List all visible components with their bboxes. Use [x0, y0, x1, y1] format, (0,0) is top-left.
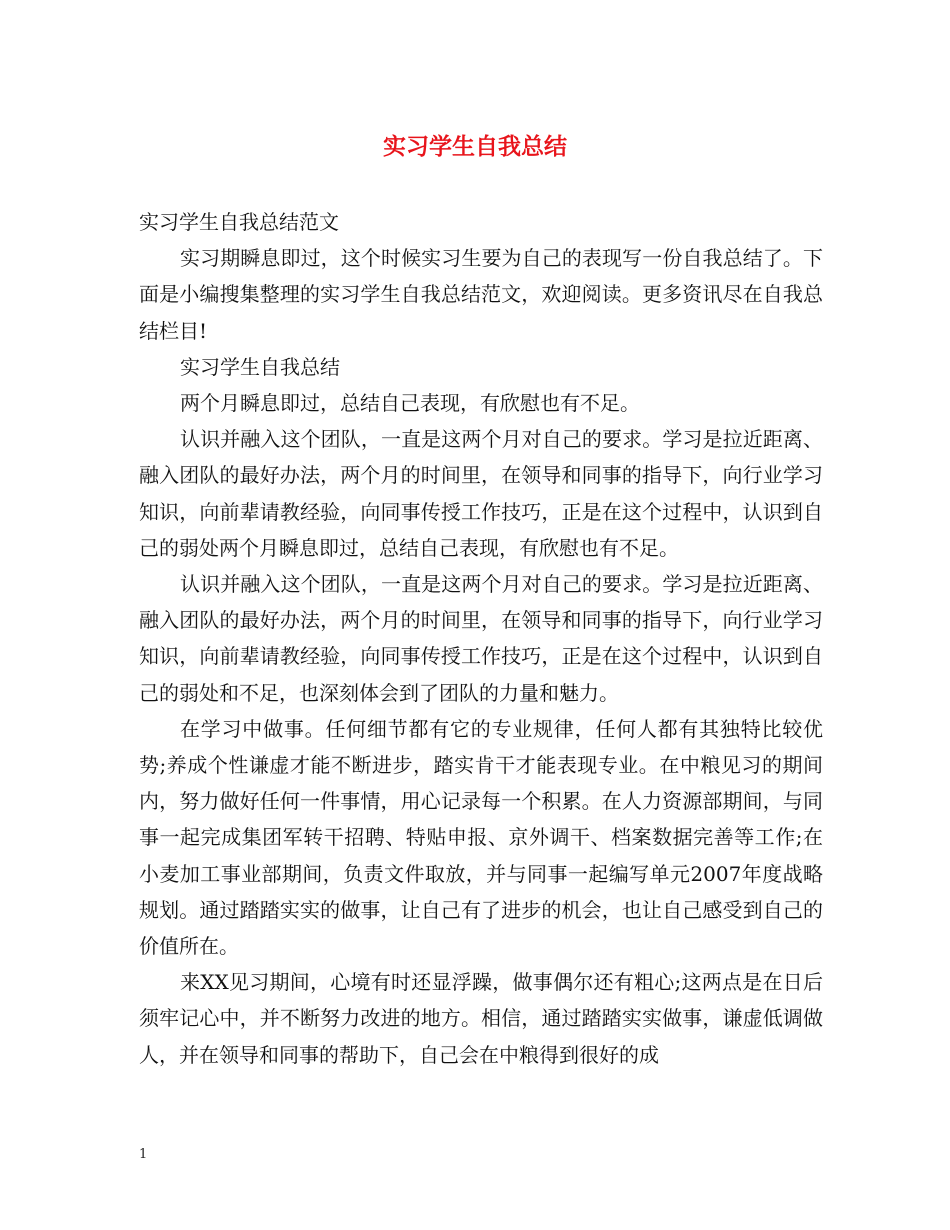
paragraph: 来XX见习期间，心境有时还显浮躁，做事偶尔还有粗心;这两点是在日后须牢记心中，并不断努力改进的地方。相信，通过踏踏实实做事，谦虚低调做人，并在领导和同事的帮助下，自己会在中粮得到很好的成 — [139, 970, 823, 1067]
paragraph-intro: 实习期瞬息即过，这个时候实习生要为自己的表现写一份自我总结了。下面是小编搜集整理的实习学生自我总结范文，欢迎阅读。更多资讯尽在自我总结栏目! — [139, 246, 823, 343]
paragraph: 认识并融入这个团队，一直是这两个月对自己的要求。学习是拉近距离、融入团队的最好办法，两个月的时间里，在领导和同事的指导下，向行业学习知识，向前辈请教经验，向同事传授工作技巧，正是在这个过程中，认识到自己的弱处和不足，也深刻体会到了团队的力量和魅力。 — [139, 572, 823, 705]
page-number: 1 — [139, 1147, 148, 1162]
paragraph-heading: 实习学生自我总结范文 — [139, 210, 339, 234]
paragraph: 认识并融入这个团队，一直是这两个月对自己的要求。学习是拉近距离、融入团队的最好办法，两个月的时间里，在领导和同事的指导下，向行业学习知识，向前辈请教经验，向同事传授工作技巧，正是在这个过程中，认识到自己的弱处两个月瞬息即过，总结自己表现，有欣慰也有不足。 — [139, 427, 823, 560]
document-body — [139, 204, 823, 1073]
paragraph: 两个月瞬息即过，总结自己表现，有欣慰也有不足。 — [180, 391, 640, 416]
document-title: 实习学生自我总结 — [383, 133, 567, 160]
paragraph: 在学习中做事。任何细节都有它的专业规律，任何人都有其独特比较优势;养成个性谦虚才能不断进步，踏实肯干才能表现专业。在中粮见习的期间内，努力做好任何一件事情，用心记录每一个积累。在人力资源部期间，与同事一起完成集团军转干招聘、特贴申报、京外调干、档案数据完善等工作;在小麦加工事业部期间，负责文件取放，并与同事一起编写单元2007年度战略规划。通过踏踏实实的做事，让自己有了进步的机会，也让自己感受到自己的价值所在。 — [139, 716, 823, 959]
paragraph-subtitle: 实习学生自我总结 — [180, 354, 340, 379]
